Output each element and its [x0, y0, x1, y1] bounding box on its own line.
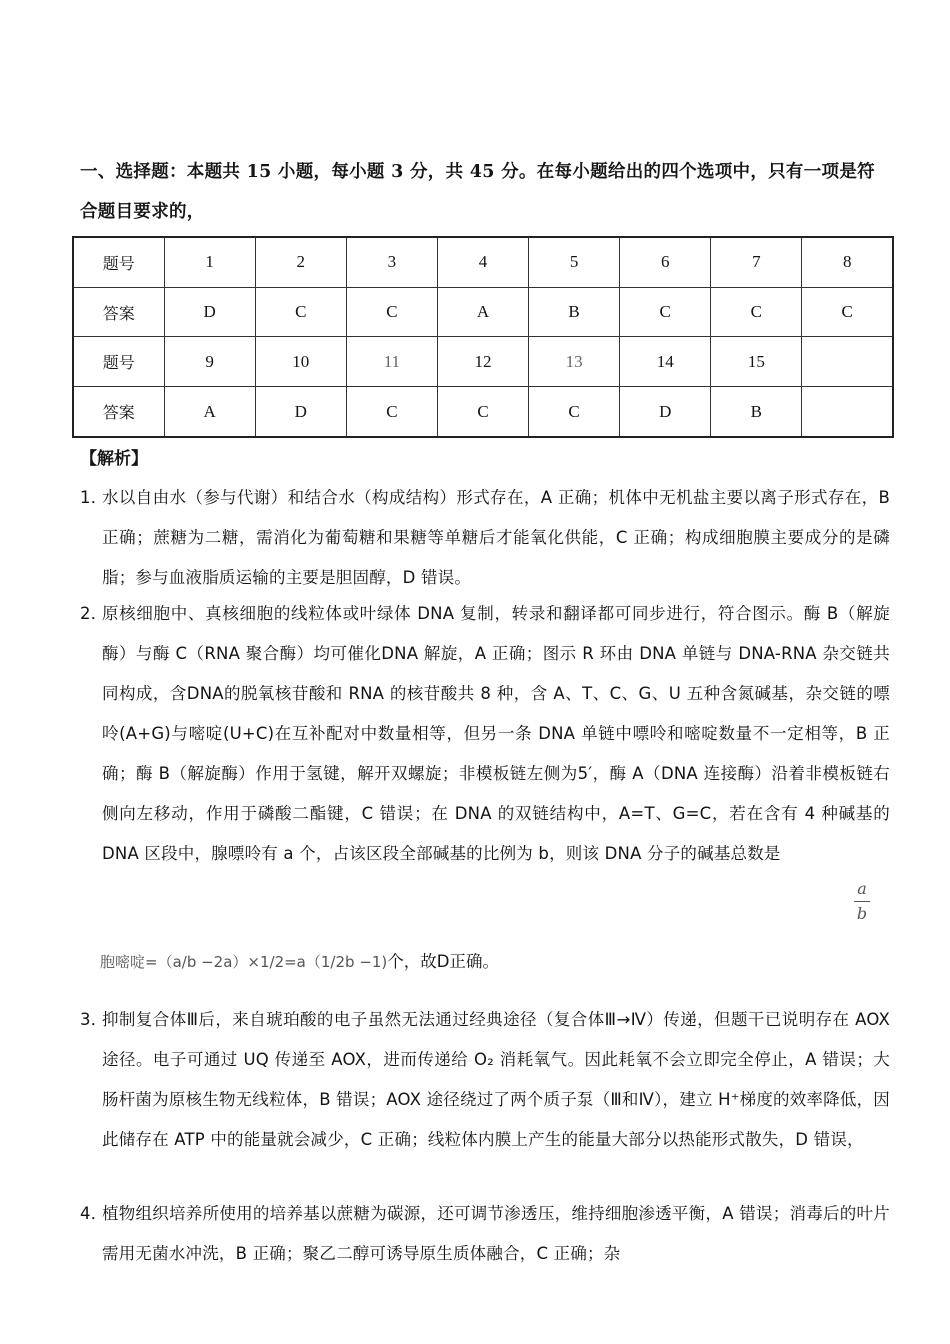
table-cell: 15 [711, 337, 802, 387]
item-number: 3． [80, 1010, 108, 1029]
table-cell: C [802, 287, 893, 337]
item-number: 4． [80, 1204, 108, 1223]
table-cell: A [437, 287, 528, 337]
section-heading: 一、选择题：本题共 15 小题，每小题 3 分，共 45 分。在每小题给出的四个选项中，只有一项是符合题目要求的， [80, 162, 875, 222]
analysis-item-3 [80, 1000, 890, 1160]
fraction-a-over-b [852, 878, 872, 925]
item-text: 抑制复合体Ⅲ后，来自琥珀酸的电子虽然无法通过经典途径（复合体Ⅲ→Ⅳ）传递，但题干已说明存在 AOX 途径。电子可通过 UQ 传递至 AOX，进而传递给 O₂ 消耗氧气。因此耗氧不会立即完全停止，A 错误；大肠杆菌为原核生物无线粒体，B 错误；AOX 途径绕过了两个质子泵（Ⅲ和Ⅳ），建立 H⁺梯度的效率降低，因此储存在 ATP 中的能量就会减少，C 正确；线粒体内膜上产生的能量大部分以热能形式散失，D 错误， [102, 1010, 890, 1149]
formula-tail: 个，故D正确。 [387, 952, 499, 971]
table-cell: 9 [164, 337, 255, 387]
answer-table [72, 236, 894, 438]
row-label: 题号 [73, 337, 164, 387]
table-cell: 3 [346, 237, 437, 287]
table-cell: B [529, 287, 620, 337]
table-cell: 10 [255, 337, 346, 387]
table-cell: 2 [255, 237, 346, 287]
table-cell: D [620, 387, 711, 437]
table-cell: C [620, 287, 711, 337]
table-cell: 7 [711, 237, 802, 287]
table-cell: C [437, 387, 528, 437]
table-row [73, 337, 893, 387]
table-row [73, 387, 893, 437]
fraction-denominator: b [856, 904, 868, 923]
table-cell [802, 337, 893, 387]
analysis-item-2 [80, 594, 890, 874]
formula-line [100, 938, 499, 986]
row-label: 题号 [73, 237, 164, 287]
item-text: 水以自由水（参与代谢）和结合水（构成结构）形式存在，A 正确；机体中无机盐主要以离子形式存在，B 正确；蔗糖为二糖，需消化为葡萄糖和果糖等单糖后才能氧化供能，C 正确；构成细胞膜主要成分的是磷脂；参与血液脂质运输的主要是胆固醇，D 错误。 [102, 488, 890, 587]
table-row [73, 287, 893, 337]
table-cell: 6 [620, 237, 711, 287]
table-cell: C [529, 387, 620, 437]
row-label: 答案 [73, 387, 164, 437]
item-text: 植物组织培养所使用的培养基以蔗糖为碳源，还可调节渗透压，维持细胞渗透平衡，A 错误；消毒后的叶片需用无菌水冲洗，B 正确；聚乙二醇可诱导原生质体融合，C 正确；杂 [102, 1204, 890, 1263]
item-text: 原核细胞中、真核细胞的线粒体或叶绿体 DNA 复制，转录和翻译都可同步进行，符合图示。酶 B（解旋酶）与酶 C（RNA 聚合酶）均可催化DNA 解旋，A 正确；图示 R 环由 DNA 单链与 DNA-RNA 杂交链共同构成，含DNA的脱氧核苷酸和 RNA 的核苷酸共 8 种，含 A、T、C、G、U 五种含氮碱基，杂交链的嘌呤(A+G)与嘧啶(U+C)在互补配对中数量相等，但另一条 DNA 单链中嘌呤和嘧啶数量不一定相等，B 正确；酶 B（解旋酶）作用于氢键，解开双螺旋；非模板链左侧为5′，酶 A（DNA 连接酶）沿着非模板链右侧向左移动，作用于磷酸二酯键，C 错误；在 DNA 的双链结构中，A=T、G=C，若在含有 4 种碱基的 DNA 区段中，腺嘌呤有 a 个，占该区段全部碱基的比例为 b，则该 DNA 分子的碱基总数是 [102, 604, 890, 863]
table-cell: 14 [620, 337, 711, 387]
table-cell: D [255, 387, 346, 437]
table-cell: 11 [346, 337, 437, 387]
item-number: 2． [80, 604, 108, 623]
table-cell: C [346, 287, 437, 337]
fraction-numerator: a [857, 879, 867, 898]
table-cell: C [255, 287, 346, 337]
analysis-title: 【解析】 [80, 449, 148, 469]
table-cell: 12 [437, 337, 528, 387]
item-number: 1． [80, 488, 108, 507]
table-cell: 8 [802, 237, 893, 287]
analysis-item-4 [80, 1194, 890, 1274]
table-cell: A [164, 387, 255, 437]
table-cell: 4 [437, 237, 528, 287]
formula-expression: 胞嘧啶=（a/b −2a）×1/2=a（1/2b −1) [100, 953, 388, 971]
row-label: 答案 [73, 287, 164, 337]
table-cell: 1 [164, 237, 255, 287]
table-row [73, 237, 893, 287]
table-cell: C [346, 387, 437, 437]
analysis-item-1 [80, 478, 890, 598]
table-cell: D [164, 287, 255, 337]
table-cell: 13 [529, 337, 620, 387]
table-cell: 5 [529, 237, 620, 287]
table-cell: C [711, 287, 802, 337]
table-cell [802, 387, 893, 437]
table-cell: B [711, 387, 802, 437]
